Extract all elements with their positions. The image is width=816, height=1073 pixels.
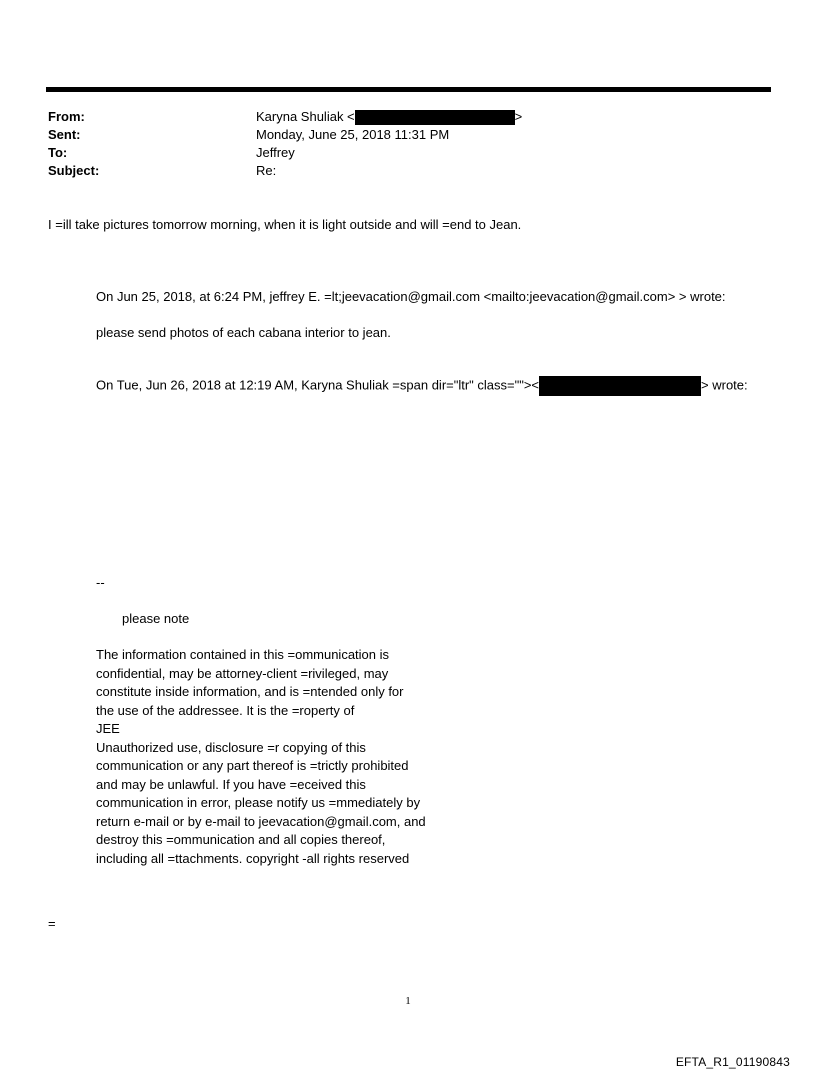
sent-label: Sent: [48,127,81,142]
trailing-equals: = [48,916,56,931]
header-divider [46,87,771,92]
quoted-header-2 [96,376,748,396]
from-close: > [514,109,523,124]
disclaimer-line: confidential, may be attorney-client =rivileged, may [96,665,389,681]
disclaimer-line: JEE [96,721,120,736]
disclaimer-line: Unauthorized use, disclosure =r copying of this [96,739,366,755]
disclaimer-line: destroy this =ommunication and all copies thereof, [96,832,386,847]
quoted-header-2-prefix: On Tue, Jun 26, 2018 at 12:19 AM, Karyna Shuliak =span dir="ltr" class="">< [96,377,540,393]
disclaimer-line: including all =ttachments. copyright -all rights reserved [96,850,410,866]
disclaimer-line: the use of the addressee. It is the =roperty of [96,702,355,718]
subject-label: Subject: [48,163,100,178]
from-value [256,108,522,126]
redaction-block [355,110,515,125]
redaction-block [539,376,701,396]
please-note: please note [122,611,190,626]
quoted-header-2-suffix: > wrote: [701,377,748,393]
confidentiality-disclaimer [96,646,456,868]
quoted-body-1: please send photos of each cabana interior to jean. [96,325,391,340]
sent-value: Monday, June 25, 2018 11:31 PM [256,127,450,142]
disclaimer-line: constitute inside information, and is =ntended only for [96,684,404,699]
to-label: To: [48,145,68,160]
page-number: 1 [405,995,411,1007]
disclaimer-line: and may be unlawful. If you have =eceived this [96,776,366,792]
to-value: Jeffrey [256,145,295,160]
from-name: Karyna Shuliak < [256,109,355,124]
signature-separator: -- [96,575,105,590]
disclaimer-line: return e-mail or by e-mail to jeevacation@gmail.com, and [96,813,426,829]
quoted-header-1: On Jun 25, 2018, at 6:24 PM, jeffrey E. =lt;jeevacation@gmail.com <mailto:jeevacation@gmail.com> > wrote: [96,289,726,304]
disclaimer-line: communication or any part thereof is =trictly prohibited [96,758,409,773]
from-label: From: [48,109,85,124]
document-id: EFTA_R1_01190843 [675,1055,790,1069]
subject-value: Re: [256,163,277,178]
disclaimer-line: communication in error, please notify us =mmediately by [96,795,421,810]
message-body-line: I =ill take pictures tomorrow morning, when it is light outside and will =end to Jean. [48,217,522,232]
disclaimer-line: The information contained in this =ommunication is [96,647,390,662]
